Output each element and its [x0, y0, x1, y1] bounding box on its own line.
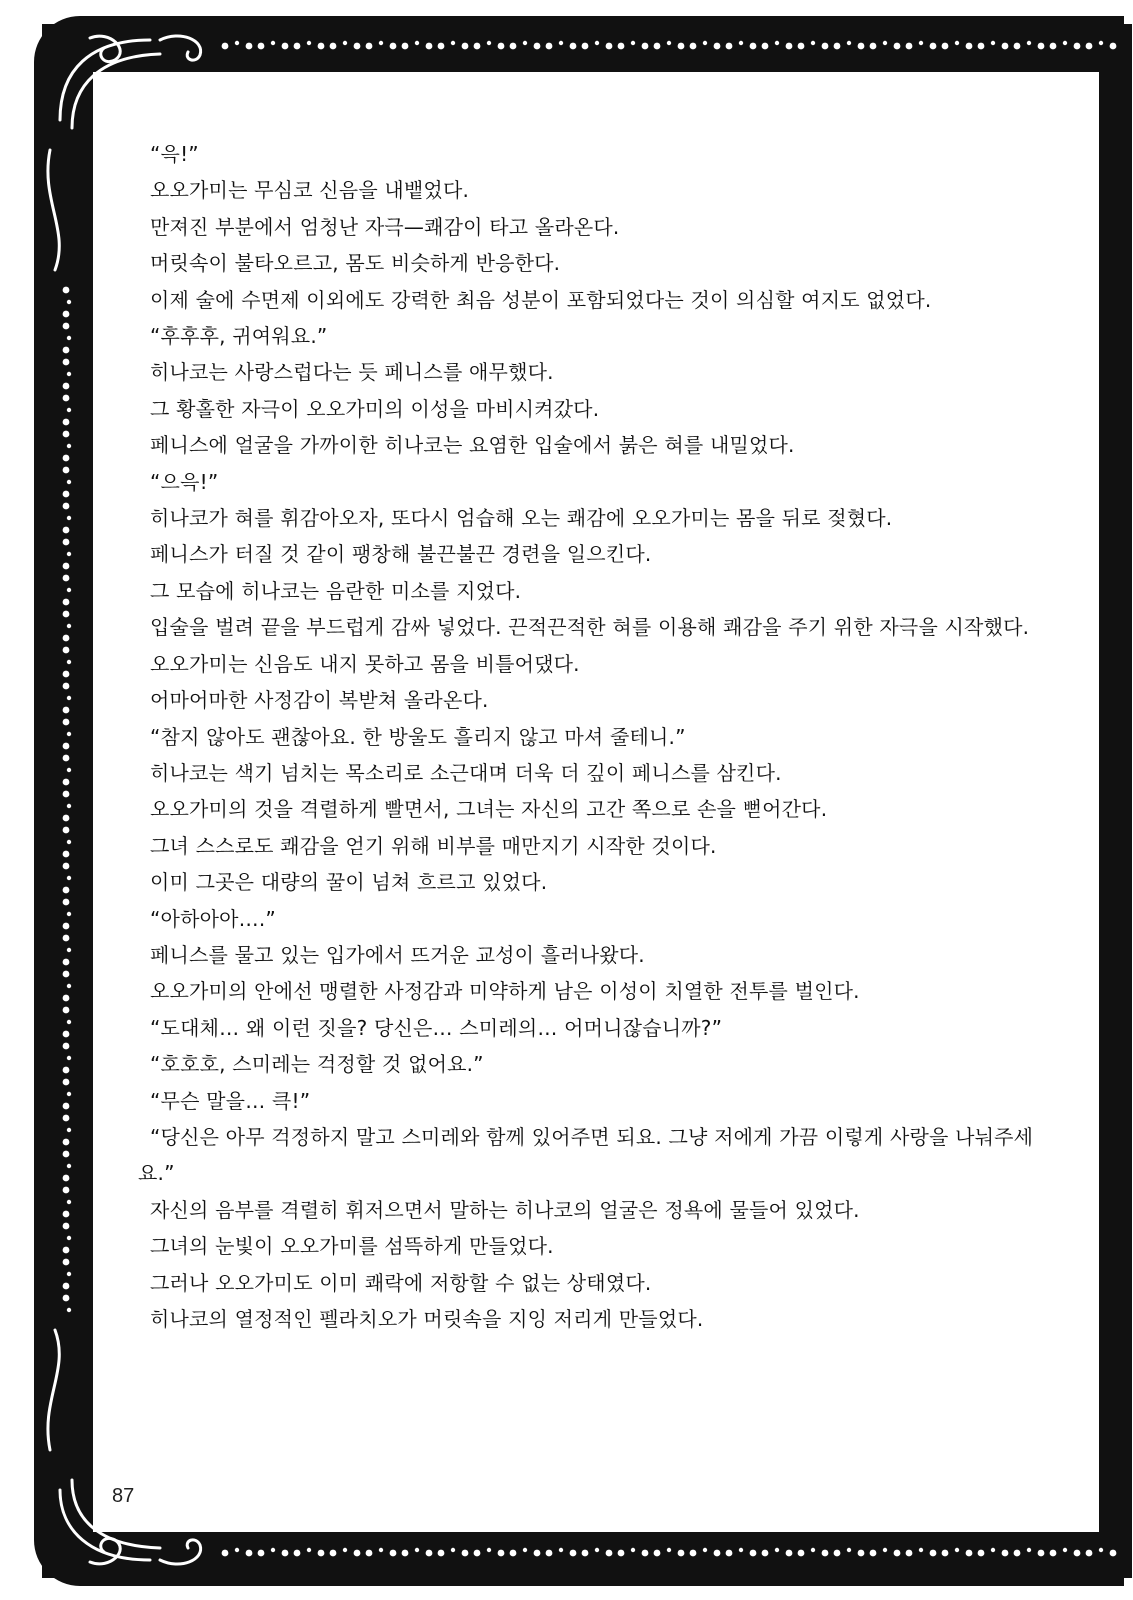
paragraph: 입술을 벌려 끝을 부드럽게 감싸 넣었다. 끈적끈적한 혀를 이용해 쾌감을 주기 위한 자극을 시작했다. [150, 615, 1030, 640]
paragraph: 그 황홀한 자극이 오오가미의 이성을 마비시켜갔다. [150, 396, 600, 421]
paragraph: “아하아아….” [150, 906, 276, 931]
paragraph: 오오가미의 안에선 맹렬한 사정감과 미약하게 남은 이성이 치열한 전투를 벌인다. [150, 979, 860, 1004]
paragraph: “참지 않아도 괜찮아요. 한 방울도 흘리지 않고 마셔 줄테니.” [150, 724, 686, 749]
paragraph: “호호호, 스미레는 걱정할 것 없어요.” [150, 1052, 484, 1077]
paragraph: 오오가미의 것을 격렬하게 빨면서, 그녀는 자신의 고간 쪽으로 손을 뻗어간다. [150, 797, 828, 822]
paragraph: 그녀 스스로도 쾌감을 얻기 위해 비부를 매만지기 시작한 것이다. [150, 833, 717, 858]
paragraph: 자신의 음부를 격렬히 휘저으면서 말하는 히나코의 얼굴은 정욕에 물들어 있었다. [150, 1197, 860, 1222]
paragraph: 페니스가 터질 것 같이 팽창해 불끈불끈 경련을 일으킨다. [150, 542, 652, 567]
paragraph: 그 모습에 히나코는 음란한 미소를 지었다. [150, 578, 522, 603]
paragraph: 머릿속이 불타오르고, 몸도 비슷하게 반응한다. [150, 251, 561, 276]
paragraph: 어마어마한 사정감이 복받쳐 올라온다. [150, 688, 489, 713]
paragraph: “당신은 아무 걱정하지 말고 스미레와 함께 있어주면 되요. 그냥 저에게 가끔 이렇게 사랑을 나눠주세요.” [138, 1124, 1034, 1186]
paragraph: 이미 그곳은 대량의 꿀이 넘쳐 흐르고 있었다. [150, 870, 548, 895]
paragraph: 오오가미는 무심코 신음을 내뱉었다. [150, 178, 470, 203]
paragraph: 히나코는 색기 넘치는 목소리로 소근대며 더욱 더 깊이 페니스를 삼킨다. [150, 760, 782, 785]
paragraph: 만져진 부분에서 엄청난 자극—쾌감이 타고 올라온다. [150, 214, 620, 239]
paragraph: 히나코가 혀를 휘감아오자, 또다시 엄습해 오는 쾌감에 오오가미는 몸을 뒤로 젖혔다. [150, 506, 893, 531]
paragraph: “후후후, 귀여워요.” [150, 324, 328, 349]
paragraph: 히나코의 열정적인 펠라치오가 머릿속을 지잉 저리게 만들었다. [150, 1307, 704, 1331]
paragraph: “도대체… 왜 이런 짓을? 당신은… 스미레의… 어머니잖습니까?” [150, 1015, 723, 1040]
paragraph: “무슨 말을… 큭!” [150, 1088, 311, 1113]
page-number: 87 [112, 1485, 135, 1507]
paragraph: 페니스를 물고 있는 입가에서 뜨거운 교성이 흘러나왔다. [150, 942, 645, 967]
body-text [138, 136, 1038, 1337]
paragraph: 페니스에 얼굴을 가까이한 히나코는 요염한 입술에서 붉은 혀를 내밀었다. [150, 433, 795, 458]
paragraph: 히나코는 사랑스럽다는 듯 페니스를 애무했다. [150, 360, 554, 385]
paragraph: 오오가미는 신음도 내지 못하고 몸을 비틀어댔다. [150, 651, 580, 676]
paragraph: “으윽!” [150, 469, 219, 494]
paragraph: 이제 술에 수면제 이외에도 강력한 최음 성분이 포함되었다는 것이 의심할 여지도 없었다. [150, 287, 932, 312]
paragraph: 그녀의 눈빛이 오오가미를 섬뜩하게 만들었다. [150, 1234, 554, 1259]
paragraph: 그러나 오오가미도 이미 쾌락에 저항할 수 없는 상태였다. [150, 1270, 652, 1295]
paragraph: “윽!” [150, 142, 199, 166]
